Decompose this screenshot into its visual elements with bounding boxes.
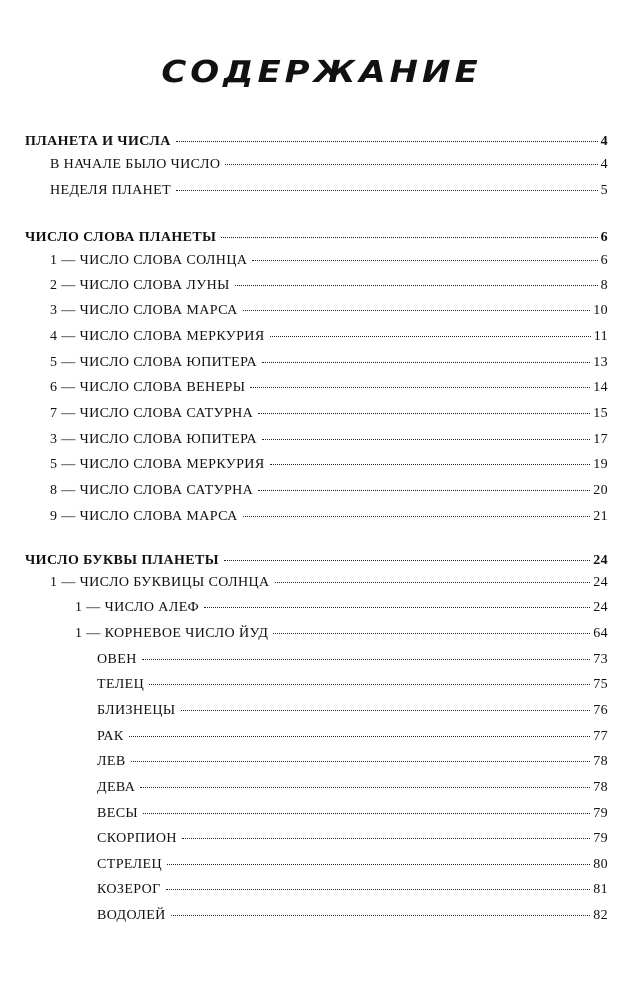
dot-leader: [181, 710, 591, 711]
toc-entry-label: 4 — ЧИСЛО СЛОВА МЕРКУРИЯ: [50, 329, 265, 344]
dot-leader: [167, 864, 590, 865]
dot-leader: [143, 813, 590, 814]
dot-leader: [176, 141, 598, 142]
toc-page-number: 10: [593, 303, 608, 318]
toc-entry-label: НЕДЕЛЯ ПЛАНЕТ: [50, 183, 172, 198]
toc-entry-label: 1 — ЧИСЛО СЛОВА СОЛНЦА: [50, 253, 248, 268]
toc-entry[interactable]: [97, 729, 608, 745]
toc-entry[interactable]: [50, 329, 608, 345]
toc-entry-label: 5 — ЧИСЛО СЛОВА ЮПИТЕРА: [50, 355, 257, 370]
toc-entry-label: ОВЕН: [97, 652, 137, 667]
toc-entry-label: 2 — ЧИСЛО СЛОВА ЛУНЫ: [50, 278, 230, 293]
toc-page-number: 76: [593, 703, 608, 718]
toc-page-number: 82: [593, 908, 608, 923]
toc-entry[interactable]: [50, 457, 608, 473]
dot-leader: [243, 310, 591, 311]
toc-page-number: 81: [593, 882, 608, 897]
toc-entry-label: 3 — ЧИСЛО СЛОВА МАРСА: [50, 303, 238, 318]
toc-entry-label: 1 — ЧИСЛО АЛЕФ: [75, 600, 200, 615]
toc-entry-label: РАК: [97, 729, 124, 744]
toc-page-number: 19: [593, 457, 608, 472]
toc-page-number: 13: [593, 355, 608, 370]
toc-page-number: 21: [593, 509, 608, 524]
toc-page-number: 78: [593, 754, 608, 769]
toc-entry-label: ЧИСЛО СЛОВА ПЛАНЕТЫ: [25, 230, 217, 245]
toc-entry-label: ТЕЛЕЦ: [97, 677, 145, 692]
toc-page-number: 5: [600, 183, 608, 198]
dot-leader: [270, 464, 591, 465]
toc-entry-label: 7 — ЧИСЛО СЛОВА САТУРНА: [50, 406, 254, 421]
toc-entry[interactable]: [50, 303, 608, 319]
toc-page-number: 73: [593, 652, 608, 667]
toc-page-number: 6: [600, 253, 608, 268]
toc-page-number: 79: [593, 831, 608, 846]
toc-page-number: 24: [593, 553, 608, 568]
toc-page-number: 75: [593, 677, 608, 692]
toc-entry[interactable]: [97, 908, 608, 924]
toc-entry-label: СТРЕЛЕЦ: [97, 857, 163, 872]
toc-entry-label: 1 — КОРНЕВОЕ ЧИСЛО ЙУД: [75, 626, 269, 641]
toc-entry[interactable]: [75, 600, 608, 616]
toc-entry[interactable]: [50, 406, 608, 422]
toc-entry-label: 9 — ЧИСЛО СЛОВА МАРСА: [50, 509, 238, 524]
toc-page-number: 15: [593, 406, 608, 421]
toc-entry[interactable]: [97, 754, 608, 770]
toc-entry[interactable]: [50, 509, 608, 525]
dot-leader: [262, 439, 590, 440]
toc-entry-label: 8 — ЧИСЛО СЛОВА САТУРНА: [50, 483, 254, 498]
dot-leader: [166, 889, 591, 890]
toc-entry[interactable]: [97, 780, 608, 796]
toc-section-entry[interactable]: [25, 134, 608, 150]
toc-entry[interactable]: [97, 831, 608, 847]
dot-leader: [140, 787, 590, 788]
toc-entry[interactable]: [50, 355, 608, 371]
toc-entry-label: В НАЧАЛЕ БЫЛО ЧИСЛО: [50, 157, 221, 172]
toc-entry[interactable]: [97, 652, 608, 668]
dot-leader: [258, 413, 590, 414]
toc-entry[interactable]: [97, 857, 608, 873]
toc-entry[interactable]: [50, 253, 608, 269]
toc-entry-label: 1 — ЧИСЛО БУКВИЦЫ СОЛНЦА: [50, 575, 270, 590]
dot-leader: [225, 164, 597, 165]
toc-entry[interactable]: [50, 483, 608, 499]
toc-entry-label: 3 — ЧИСЛО СЛОВА ЮПИТЕРА: [50, 432, 257, 447]
dot-leader: [224, 560, 590, 561]
toc-page-number: 11: [593, 329, 608, 344]
toc-entry[interactable]: [50, 380, 608, 396]
dot-leader: [142, 659, 590, 660]
toc-entry-label: ЛЕВ: [97, 754, 126, 769]
dot-leader: [204, 607, 590, 608]
toc-entry-label: ДЕВА: [97, 780, 136, 795]
toc-entry-label: ВОДОЛЕЙ: [97, 908, 166, 923]
dot-leader: [131, 761, 591, 762]
toc-entry-label: БЛИЗНЕЦЫ: [97, 703, 176, 718]
toc-page-number: 80: [593, 857, 608, 872]
dot-leader: [171, 915, 591, 916]
toc-entry[interactable]: [50, 278, 608, 294]
toc-page-number: 17: [593, 432, 608, 447]
dot-leader: [250, 387, 590, 388]
toc-page-number: 78: [593, 780, 608, 795]
dot-leader: [176, 190, 598, 191]
toc-page-number: 8: [600, 278, 608, 293]
toc-page-number: 64: [593, 626, 608, 641]
toc-page-number: 6: [600, 230, 608, 245]
dot-leader: [275, 582, 591, 583]
toc-page-number: 4: [600, 157, 608, 172]
dot-leader: [149, 684, 590, 685]
dot-leader: [270, 336, 591, 337]
toc-entry[interactable]: [50, 575, 608, 591]
toc-section-entry[interactable]: [25, 553, 608, 569]
toc-entry-label: 5 — ЧИСЛО СЛОВА МЕРКУРИЯ: [50, 457, 265, 472]
toc-entry-label: ВЕСЫ: [97, 806, 139, 821]
toc-entry-label: 6 — ЧИСЛО СЛОВА ВЕНЕРЫ: [50, 380, 246, 395]
toc-page-number: 24: [593, 600, 608, 615]
toc-page-number: 24: [593, 575, 608, 590]
dot-leader: [262, 362, 590, 363]
page-title: СОДЕРЖАНИЕ: [161, 54, 482, 90]
toc-entry[interactable]: [97, 703, 608, 719]
dot-leader: [221, 237, 597, 238]
toc-entry[interactable]: [75, 626, 608, 642]
toc-page-number: 77: [593, 729, 608, 744]
dot-leader: [258, 490, 590, 491]
toc-page-number: 20: [593, 483, 608, 498]
toc-section-entry[interactable]: [25, 230, 608, 246]
dot-leader: [252, 260, 597, 261]
dot-leader: [235, 285, 598, 286]
dot-leader: [273, 633, 590, 634]
toc-entry[interactable]: [97, 677, 608, 693]
toc-page-number: 79: [593, 806, 608, 821]
toc-entry-label: ЧИСЛО БУКВЫ ПЛАНЕТЫ: [25, 553, 219, 568]
toc-entry[interactable]: [97, 882, 608, 898]
dot-leader: [243, 516, 591, 517]
toc-entry[interactable]: [50, 157, 608, 173]
toc-entry[interactable]: [97, 806, 608, 822]
toc-entry-label: КОЗЕРОГ: [97, 882, 161, 897]
toc-page-number: 14: [593, 380, 608, 395]
dot-leader: [182, 838, 590, 839]
dot-leader: [129, 736, 591, 737]
toc-entry[interactable]: [50, 183, 608, 199]
toc-entry-label: ПЛАНЕТА И ЧИСЛА: [25, 134, 171, 149]
toc-entry-label: СКОРПИОН: [97, 831, 177, 846]
toc-page-number: 4: [600, 134, 608, 149]
toc-entry[interactable]: [50, 432, 608, 448]
